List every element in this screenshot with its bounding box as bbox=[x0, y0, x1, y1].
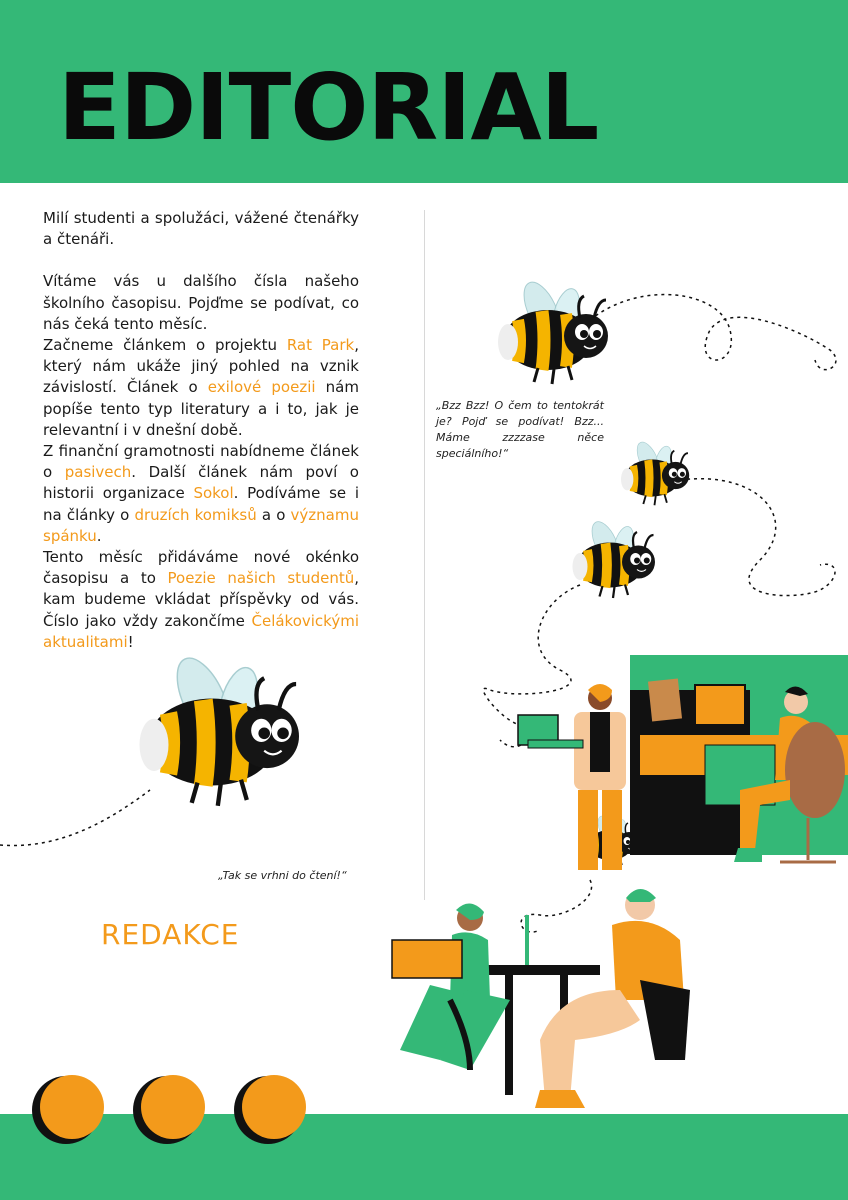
orange-circle-icon bbox=[32, 1075, 104, 1144]
link-komiksy[interactable]: druzích komiksů bbox=[134, 505, 257, 524]
bee-quote-bottom: „Tak se vrhni do čtení!“ bbox=[218, 869, 347, 882]
office-people-illustration bbox=[392, 655, 848, 1108]
bee-illustration bbox=[498, 277, 608, 384]
link-rat-park[interactable]: Rat Park bbox=[286, 336, 355, 355]
link-poezie-studentu[interactable]: Poezie našich studentů bbox=[167, 569, 355, 588]
link-sokol[interactable]: Sokol bbox=[193, 484, 234, 503]
decorative-circles bbox=[0, 1060, 320, 1150]
bee-illustration bbox=[573, 518, 656, 598]
bee-illustration bbox=[621, 439, 689, 505]
link-celakovicke-aktuality[interactable]: Čelákovickými aktualitami bbox=[43, 611, 359, 651]
link-exilova-poezie[interactable]: exilové poezii bbox=[207, 378, 316, 397]
paragraph-intro: Vítáme vás u dalšího čísla našeho školního časopisu. Pojďme se podívat, co nás čeká tento měsíc. bbox=[43, 272, 359, 333]
orange-circle-icon bbox=[133, 1075, 205, 1144]
signature: REDAKCE bbox=[101, 918, 240, 951]
orange-circle-icon bbox=[234, 1075, 306, 1144]
greeting: Milí studenti a spolužáci, vážené čtenářky a čtenáři. bbox=[43, 209, 359, 249]
link-pasiva[interactable]: pasivech bbox=[64, 463, 132, 482]
link-spanek[interactable]: významu spánku bbox=[43, 505, 359, 545]
page-title: EDITORIAL bbox=[58, 54, 599, 161]
bee-quote-top: „Bzz Bzz! O čem to tentokrát je? Pojď se podívat! Bzz... Máme zzzzase něce speciálního!“ bbox=[436, 399, 604, 460]
paragraph-finance: Z finanční gramotnosti nabídneme článek o pasivech. Další článek nám poví o historii organizace Sokol. Podíváme se i na články o druzích komiksů a o významu spánku. bbox=[43, 442, 359, 545]
paragraph-articles: Začneme článkem o projektu Rat Park, který nám ukáže jiný pohled na vznik závislostí. Článek o exilové poezii nám popíše tento typ literatury a i to, jak je relevantní i v dnešní době. bbox=[43, 336, 360, 439]
bee-illustration bbox=[140, 650, 300, 805]
paragraph-new-section: Tento měsíc přidáváme nové okénko časopisu a to Poezie našich studentů, kam budeme vkládat příspěvky od vás. Číslo jako vždy zakončíme Čelákovickými aktualitami! bbox=[43, 548, 359, 651]
